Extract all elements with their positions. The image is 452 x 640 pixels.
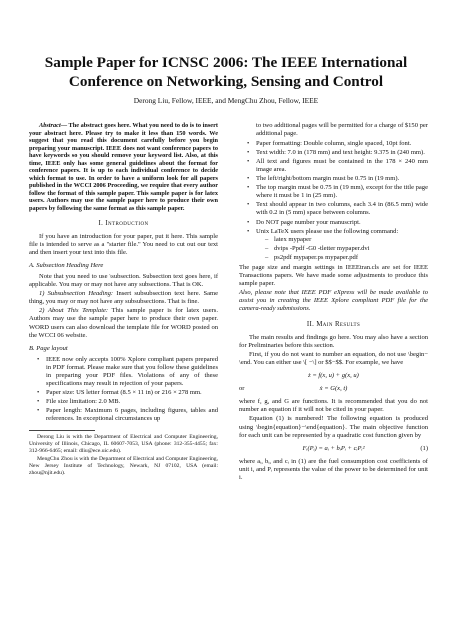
- section-heading-introduction: I. Introduction: [98, 220, 149, 227]
- subsubsection-1: [29, 290, 218, 306]
- equation-1-number: (1): [420, 444, 428, 452]
- list-item: • Paper formatting: Double column, single spaced, 10pt font.: [256, 140, 428, 148]
- list-item: • Text should appear in two columns, each 3.4 in (86.5 mm) wide with 0.2 in (5 mm) space between columns.: [256, 201, 428, 217]
- page-layout-list: [29, 356, 218, 423]
- results-paragraph: where aᵢ, bᵢ, and cᵢ in (1) are the fuel consumption cost coefficients of unit i, and Pᵢ represents the value of the power to be determined for unit i.: [239, 457, 428, 481]
- right-column: [239, 122, 428, 483]
- equation-1-text: Fᵢ(Pᵢ) = aᵢ + bᵢPᵢ + cᵢPᵢ²: [302, 444, 365, 452]
- latex-command: – dvips -Ppdf -G0 -tletter mypaper.dvi: [274, 245, 428, 253]
- results-paragraph: where f, g, and G are functions. It is recommended that you do not number an equation if it will not be cited in your paper.: [239, 398, 428, 414]
- equation-1: [239, 445, 428, 453]
- section-heading-main-results: II. Main Results: [306, 321, 361, 329]
- equation-unnumbered-b: [239, 385, 428, 393]
- layout-paragraph: The page size and margin settings in IEEEtran.cls are set for IEEE Transactions papers. We have made some adjustments to produce this sample paper.: [239, 263, 428, 287]
- list-item: • Paper size: US letter format (8.5 × 11 in) or 216 × 278 mm.: [46, 389, 218, 397]
- list-item: • IEEE now only accepts 100% Xplore compliant papers prepared in PDF format. Please make sure that you follow these guidelines in preparing your PDF files. Violations of any of these specifications may result in rejection of your papers.: [46, 356, 218, 388]
- list-item-note-text: All text and figures must be contained in the 178 × 240 mm image area.: [256, 158, 428, 174]
- list-item-continuation: to two additional pages will be permitted for a charge of $150 per additional page.: [256, 122, 428, 138]
- page-layout-list-continued: [239, 140, 428, 262]
- intro-paragraph: If you have an introduction for your paper, put it here. This sample file is intended to serve as a "starter file." You need to cut out our text and then insert your text into this file.: [29, 233, 218, 257]
- equation-b-text: ẋ = G(x, t): [319, 385, 348, 393]
- list-item: • The top margin must be 0.75 in (19 mm), except for the title page where it must be 1 in (25 mm).: [256, 184, 428, 200]
- latex-command-list: [256, 236, 428, 262]
- subsubsection-2: [29, 307, 218, 339]
- subsubsection-1-heading: 1) Subsubsection Heading:: [39, 290, 114, 298]
- results-paragraph: The main results and findings go here. You may also have a section for Preliminaries before this section.: [239, 334, 428, 350]
- abstract: [29, 122, 218, 212]
- subsubsection-1-text: Insert subsubsection text here. Same thing, you may or may not have any subsubsections. That is fine.: [29, 290, 218, 306]
- latex-command: – ps2pdf mypaper.ps mypaper.pdf: [274, 254, 428, 262]
- equation-unnumbered-a: ż = f(x, u) + g(x, u): [308, 372, 359, 380]
- list-item-note: [256, 158, 428, 174]
- layout-italic-paragraph: Also, please note that IEEE PDF eXpress will be made available to assist you in creating the IEEE Xplore compliant PDF file for the camera-ready submissions.: [239, 288, 428, 312]
- equation-or-label: or: [239, 385, 245, 393]
- subsubsection-2-text: This sample paper is for latex users. Authors may use the sample paper here to produce their own paper. WORD users can also download the template file for WORD posted on the WCCI 06 website.: [29, 307, 218, 339]
- subsubsection-2-heading: 2) About This Template:: [39, 307, 109, 315]
- list-item: • Text width: 7.0 in (178 mm) and text height: 9.375 in (240 mm).: [256, 149, 428, 157]
- results-paragraph: First, if you do not want to number an equation, do not use \begin−\end. You can either use \[ −\] or $$−$$. For example, we have: [239, 351, 428, 367]
- list-item: • The left/right/bottom margin must be 0.75 in (19 mm).: [256, 175, 428, 183]
- subsection-a-paragraph: Note that you need to use \subsection. Subsection text goes here, if applicable. You may or may not have any subsections. That is OK.: [29, 273, 218, 289]
- paper-title: Sample Paper for ICNSC 2006: The IEEE International Conference on Networking, Sensing and Control: [44, 54, 408, 90]
- author-line: Derong Liu, Fellow, IEEE, and MengChu Zhou, Fellow, IEEE: [133, 96, 319, 105]
- footnote-author-2: MengChu Zhou is with the Department of Electrical and Computer Engineering, New Jersey Institute of Technology, Newark, NJ 07102, USA (email: zhou@njit.edu).: [29, 455, 218, 476]
- list-item-latex: [256, 228, 428, 262]
- subsection-heading-a: A. Subsection Heading Here: [29, 262, 104, 270]
- list-item: • Paper length: Maximum 6 pages, including figures, tables and references. In exceptional circumstances up: [46, 407, 218, 423]
- abstract-lead: Abstract: [39, 122, 61, 129]
- list-item: • Do NOT page number your manuscript.: [256, 219, 428, 227]
- subsection-heading-b: B. Page layout: [29, 344, 68, 352]
- list-item-text: Unix LaTeX users please use the following command:: [256, 227, 399, 235]
- results-paragraph: Equation (1) is numbered! The following equation is produced using \begin{equation}−\end{equation}. The main objective function for each unit can be represented by a quadratic cost function given by: [239, 415, 428, 439]
- footnote-author-1: Derong Liu is with the Department of Electrical and Computer Engineering, University of Illinois, Chicago, IL 60607-7053, USA (phone: 312-355-4455; fax: 312-966-6465; email: dliu@ece.uic.edu).: [29, 434, 218, 454]
- latex-command: – latex mypaper: [274, 236, 428, 244]
- list-item: • File size limitation: 2.0 MB.: [46, 398, 218, 406]
- left-column: [29, 122, 218, 477]
- abstract-text: — The abstract goes here. What you need to do is to insert your abstract here. Please try to make it less than 150 words. We suggest that you read this document carefully before you begin preparing your manuscript. IEEE does not want conference papers to have keywords so you should remove your keyword list. Also, at this time, IEEE only has some general guidelines about the format for conference papers. It is up to each individual conference to decide which format to use. In order to have a uniform look for all papers published in the WCCI 2006 Proceeding, we require that every author follow the format of this sample paper. This sample paper is for latex users. Authors may use the sample paper here to produce their own papers by following the same format as this sample paper.: [29, 122, 218, 212]
